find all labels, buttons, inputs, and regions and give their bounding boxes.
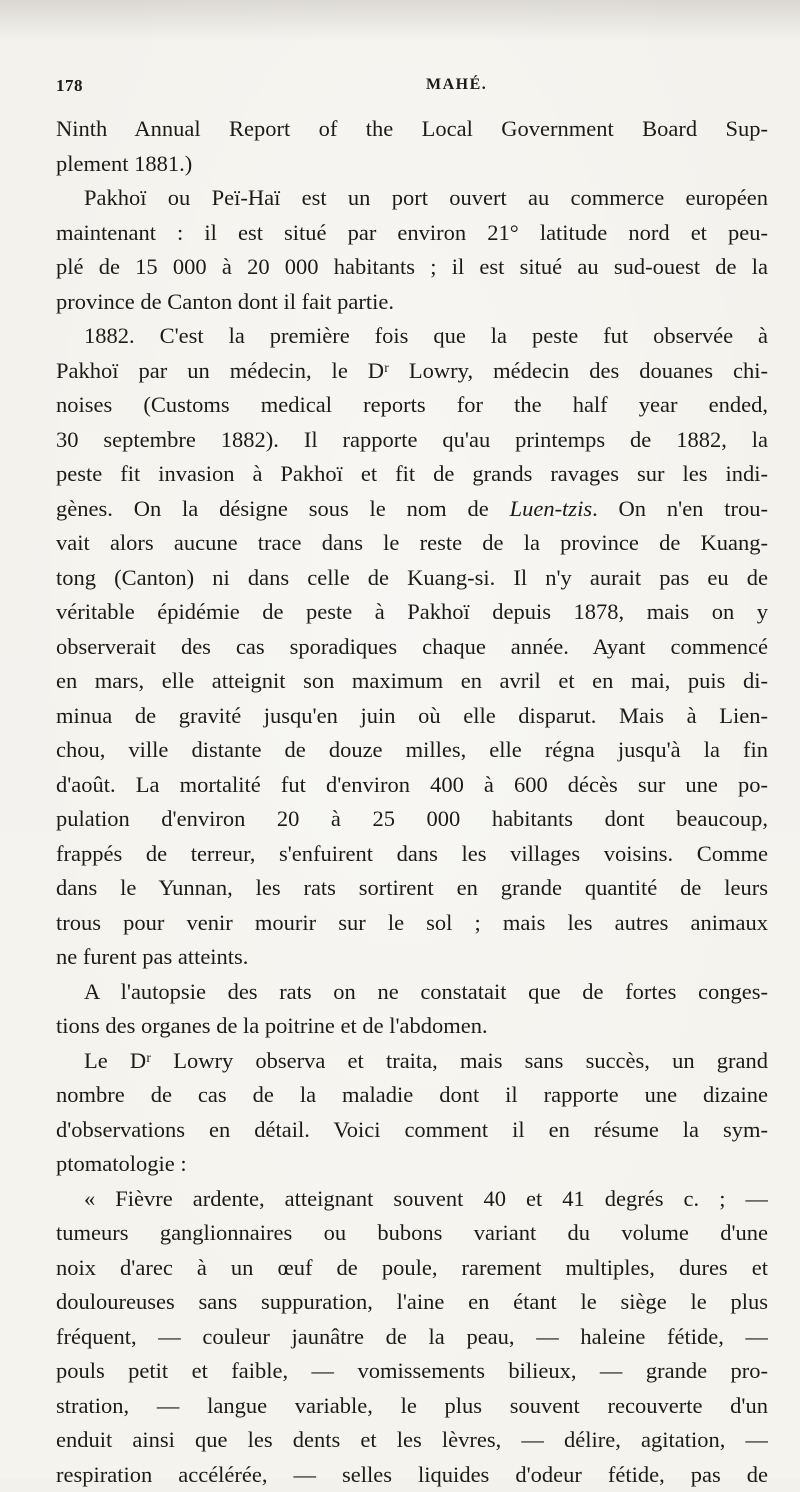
page-edge-shadow — [0, 0, 800, 40]
running-head — [56, 76, 768, 100]
text-line: en mars, elle atteignit son maximum en avril et en mai, puis di- — [56, 664, 768, 699]
italic-term: Luen-tzis — [510, 496, 593, 521]
text-line: pulation d'environ 20 à 25 000 habitants dont beaucoup, — [56, 802, 768, 837]
text-line: frappés de terreur, s'enfuirent dans les villages voisins. Comme — [56, 837, 768, 872]
text-line: d'observations en détail. Voici comment il en résume la sym- — [56, 1113, 768, 1148]
text-line: dans le Yunnan, les rats sortirent en grande quantité de leurs — [56, 871, 768, 906]
text-line: maintenant : il est situé par environ 21° latitude nord et peu- — [56, 216, 768, 251]
text-line: minua de gravité jusqu'en juin où elle disparut. Mais à Lien- — [56, 699, 768, 734]
text-line: Le Dʳ Lowry observa et traita, mais sans succès, un grand — [56, 1044, 768, 1079]
text-line: vait alors aucune trace dans le reste de la province de Kuang- — [56, 526, 768, 561]
page-number: 178 — [56, 76, 83, 96]
text-line: 30 septembre 1882). Il rapporte qu'au printemps de 1882, la — [56, 423, 768, 458]
text-line: plé de 15 000 à 20 000 habitants ; il est situé au sud-ouest de la — [56, 250, 768, 285]
text-line: Ninth Annual Report of the Local Government Board Sup- — [56, 112, 768, 147]
text-line: province de Canton dont il fait partie. — [56, 285, 768, 320]
text-line: plement 1881.) — [56, 147, 768, 182]
text-line: douloureuses sans suppuration, l'aine en étant le siège le plus — [56, 1285, 768, 1320]
text-line: peste fit invasion à Pakhoï et fit de grands ravages sur les indi- — [56, 457, 768, 492]
text-line: 1882. C'est la première fois que la peste fut observée à — [56, 319, 768, 354]
text-line: observerait des cas sporadiques chaque année. Ayant commencé — [56, 630, 768, 665]
text-line: pouls petit et faible, — vomissements bilieux, — grande pro- — [56, 1354, 768, 1389]
text-line: nombre de cas de la maladie dont il rapporte une dizaine — [56, 1078, 768, 1113]
text-line: Pakhoï ou Peï-Haï est un port ouvert au commerce européen — [56, 181, 768, 216]
text-line: stration, — langue variable, le plus souvent recouverte d'un — [56, 1389, 768, 1424]
running-title: MAHÉ. — [426, 76, 487, 94]
text-line: ne furent pas atteints. — [56, 940, 768, 975]
text-line: noix d'arec à un œuf de poule, rarement multiples, dures et — [56, 1251, 768, 1286]
text-line: ptomatologie : — [56, 1147, 768, 1182]
text-line: tions des organes de la poitrine et de l'abdomen. — [56, 1009, 768, 1044]
text-line: fréquent, — couleur jaunâtre de la peau, — haleine fétide, — — [56, 1320, 768, 1355]
text-line: d'août. La mortalité fut d'environ 400 à 600 décès sur une po- — [56, 768, 768, 803]
text-line: noises (Customs medical reports for the half year ended, — [56, 388, 768, 423]
text-line: gènes. On la désigne sous le nom de Luen-tzis. On n'en trou- — [56, 492, 768, 527]
text-line: tong (Canton) ni dans celle de Kuang-si. Il n'y aurait pas eu de — [56, 561, 768, 596]
text-line: A l'autopsie des rats on ne constatait que de fortes conges- — [56, 975, 768, 1010]
text-line: véritable épidémie de peste à Pakhoï depuis 1878, mais on y — [56, 595, 768, 630]
text-line: chou, ville distante de douze milles, elle régna jusqu'à la fin — [56, 733, 768, 768]
text-line: trous pour venir mourir sur le sol ; mais les autres animaux — [56, 906, 768, 941]
text-line: « Fièvre ardente, atteignant souvent 40 et 41 degrés c. ; — — [56, 1182, 768, 1217]
text-line: respiration accélérée, — selles liquides d'odeur fétide, pas de — [56, 1458, 768, 1492]
text-line: tumeurs ganglionnaires ou bubons variant du volume d'une — [56, 1216, 768, 1251]
text-line: Pakhoï par un médecin, le Dʳ Lowry, médecin des douanes chi- — [56, 354, 768, 389]
body-text — [56, 112, 768, 1492]
text-line: enduit ainsi que les dents et les lèvres, — délire, agitation, — — [56, 1423, 768, 1458]
